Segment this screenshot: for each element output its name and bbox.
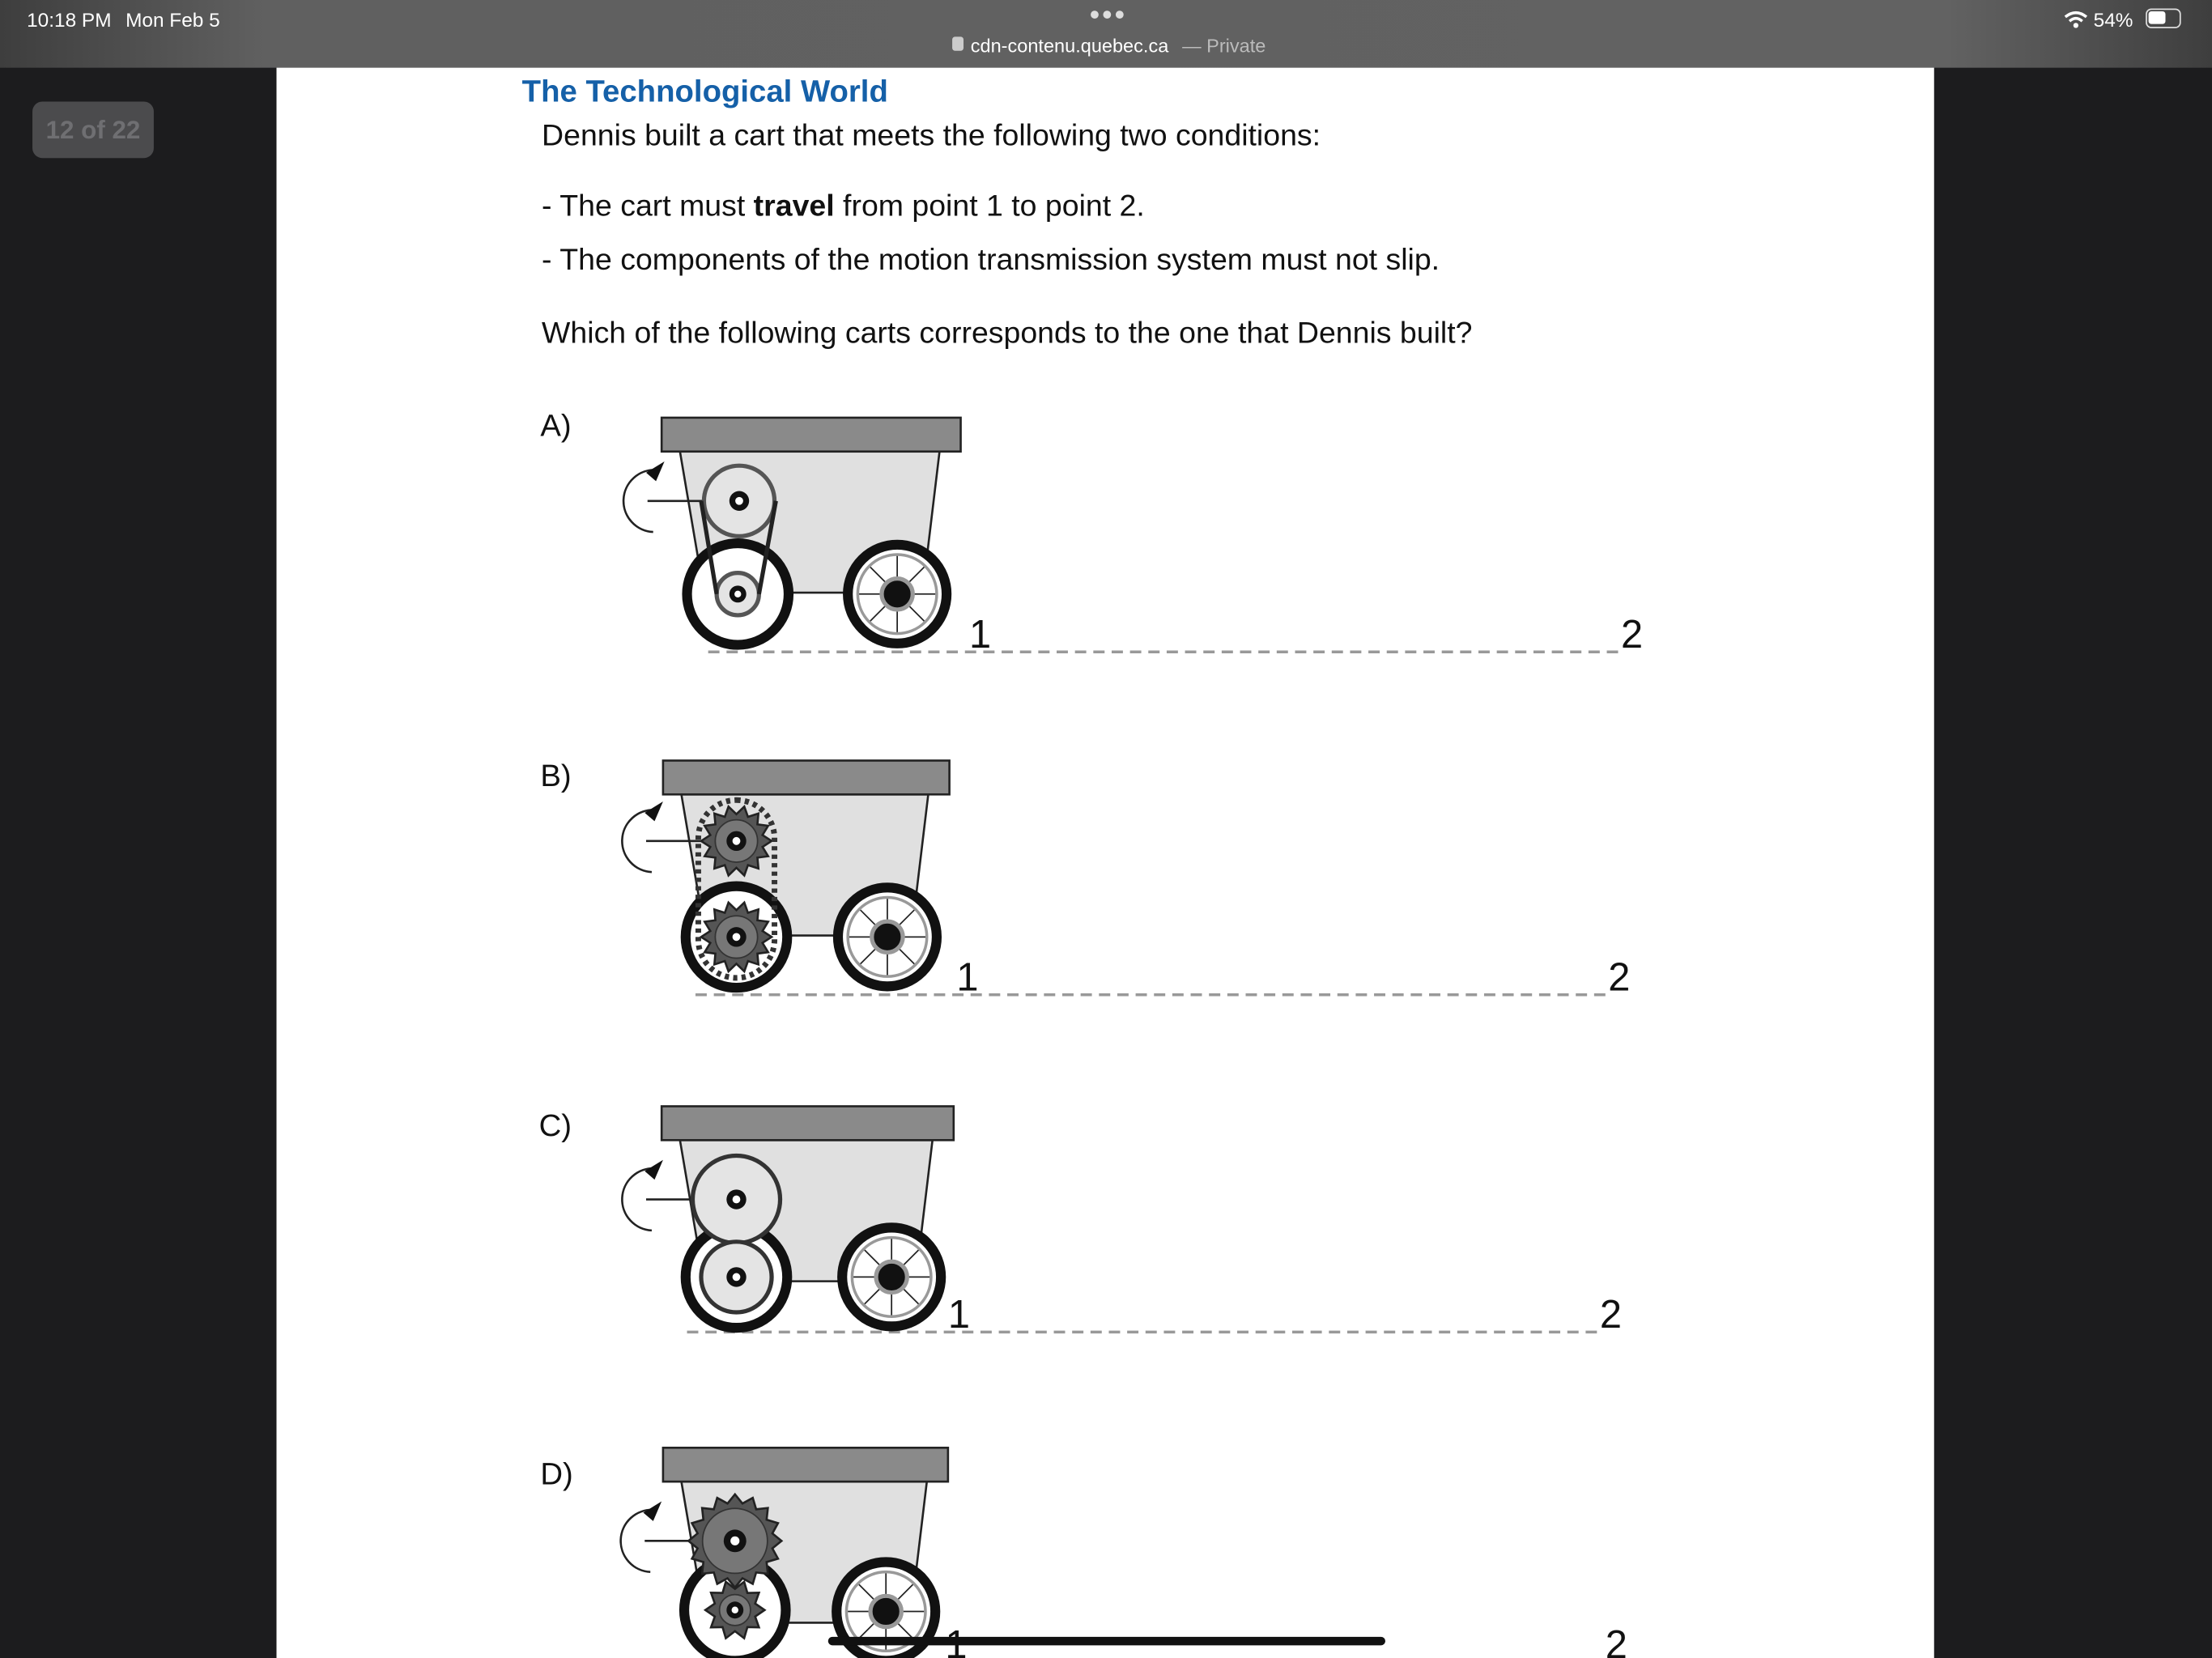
- wheel-axle-hole: [733, 1196, 741, 1204]
- question-text: Which of the following carts corresponds to the one that Dennis built?: [542, 316, 1473, 351]
- condition-bold: travel: [753, 189, 835, 223]
- rotation-arrowhead: [646, 461, 665, 481]
- condition-2: - The components of the motion transmission system must not slip.: [542, 242, 1440, 277]
- cart-tray: [661, 1106, 954, 1140]
- section-heading: The Technological World: [521, 73, 888, 109]
- point-2-b: 2: [1608, 954, 1631, 1000]
- option-d-label[interactable]: D): [540, 1456, 573, 1492]
- url-display[interactable]: cdn-contenu.quebec.ca: [970, 35, 1169, 57]
- point-2-c: 2: [1599, 1292, 1622, 1337]
- gear-axle-hole: [730, 1537, 739, 1545]
- option-c-label[interactable]: C): [538, 1107, 572, 1143]
- right-wheel-hub: [876, 1261, 907, 1292]
- wheel-axle-hole: [733, 1273, 741, 1282]
- rotation-arrowhead: [644, 1160, 663, 1180]
- condition-text: from point 1 to point 2.: [834, 189, 1145, 223]
- page-counter: 12 of 22: [32, 101, 154, 158]
- status-bar: [0, 0, 2212, 68]
- pulley-axle-hole: [735, 497, 743, 505]
- wifi-icon: [2064, 10, 2088, 28]
- sprocket-axle-hole: [733, 933, 741, 941]
- right-wheel-hub: [870, 1596, 901, 1626]
- cart-tray: [663, 760, 950, 794]
- home-indicator[interactable]: [828, 1637, 1385, 1645]
- point-2-d: 2: [1605, 1622, 1627, 1658]
- ellipsis-icon[interactable]: ●●●: [1089, 2, 1127, 24]
- condition-text: - The cart must: [542, 189, 754, 223]
- document-page: [277, 0, 1934, 1658]
- point-1-b: 1: [956, 954, 979, 1000]
- gear-axle-hole: [732, 1607, 738, 1613]
- status-time: 10:18 PM: [27, 8, 112, 32]
- private-label: — Private: [1182, 35, 1266, 57]
- point-2-a: 2: [1620, 612, 1644, 657]
- pulley-axle-hole: [734, 591, 741, 597]
- right-wheel-hub: [872, 921, 903, 952]
- point-1-c: 1: [947, 1292, 971, 1337]
- point-1-a: 1: [968, 612, 992, 657]
- cart-diagrams: [277, 0, 1934, 1658]
- lock-icon: [952, 36, 963, 50]
- battery-percent: 54%: [2093, 8, 2133, 32]
- option-a-label[interactable]: A): [540, 407, 572, 444]
- option-b-label[interactable]: B): [540, 757, 572, 793]
- right-wheel-hub: [882, 579, 912, 610]
- rotation-arrowhead: [644, 1502, 662, 1521]
- intro-text: Dennis built a cart that meets the following two conditions:: [542, 118, 1321, 153]
- cart-tray: [661, 418, 960, 452]
- sprocket-axle-hole: [733, 837, 741, 845]
- cart-tray: [663, 1448, 948, 1482]
- status-date: Mon Feb 5: [125, 8, 220, 32]
- rotation-arrowhead: [644, 801, 663, 821]
- battery-icon: [2146, 8, 2181, 28]
